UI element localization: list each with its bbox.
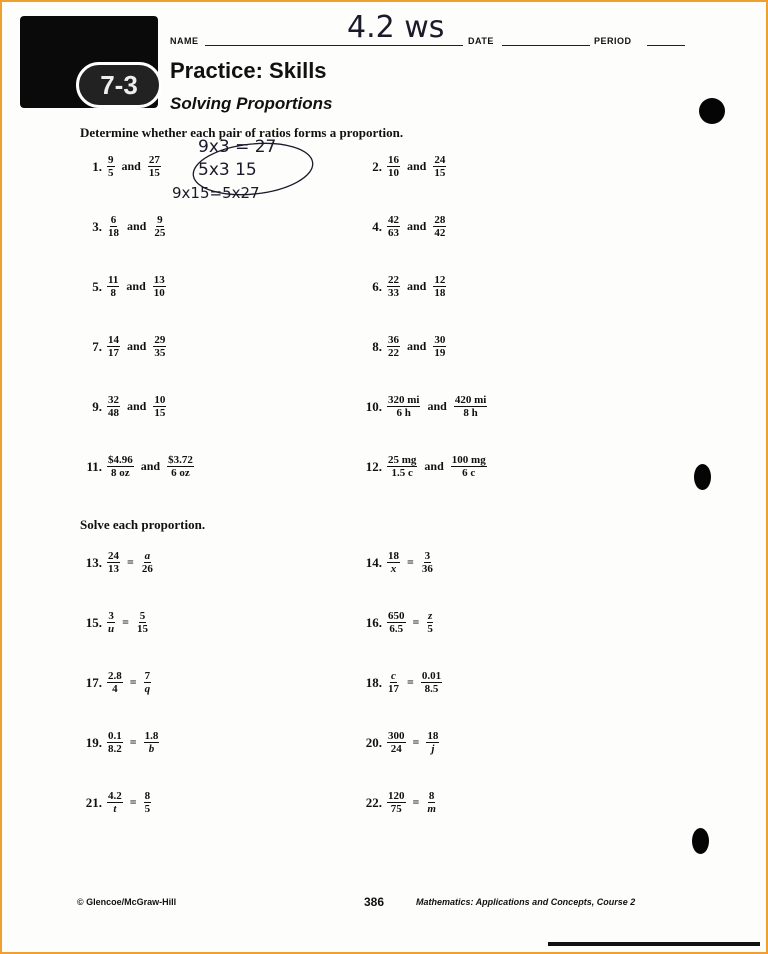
numerator: 29 (154, 334, 166, 346)
fraction-right (426, 790, 437, 815)
fraction-left (387, 334, 400, 359)
denominator: 18 (108, 227, 119, 239)
fraction-left (107, 154, 115, 179)
problem-number: 10. (365, 398, 382, 414)
lesson-number: 7-3 (76, 62, 162, 108)
problem-number: 5. (92, 278, 102, 294)
numerator: 120 (388, 790, 405, 802)
denominator: 13 (108, 563, 119, 575)
denominator: 8 oz (111, 467, 130, 479)
numerator: 27 (148, 154, 160, 166)
numerator: $4.96 (108, 454, 133, 466)
problem-number: 21. (85, 794, 102, 810)
joiner: and (121, 159, 141, 173)
fraction-left (387, 454, 417, 479)
numerator: 28 (434, 214, 446, 226)
numerator: z (427, 610, 433, 622)
fraction-left (387, 550, 400, 575)
fraction-left (387, 670, 400, 695)
footer-copyright: © Glencoe/McGraw-Hill (77, 897, 177, 907)
denominator: j (431, 743, 435, 755)
denominator: u (108, 623, 115, 635)
fraction-right (167, 454, 194, 479)
numerator: 25 mg (388, 454, 417, 466)
problem-20 (360, 730, 439, 755)
denominator: 15 (434, 167, 446, 179)
numerator: 4.2 (108, 790, 122, 802)
joiner: = (407, 555, 414, 569)
denominator: 6 oz (171, 467, 190, 479)
problem-22 (360, 790, 437, 815)
fraction-left (107, 730, 123, 755)
problem-15 (80, 610, 149, 635)
problem-4 (360, 214, 446, 239)
fraction-left (387, 154, 400, 179)
fraction-left (387, 730, 406, 755)
name-label: NAME (170, 36, 199, 46)
fraction-left (387, 274, 400, 299)
fraction-left (107, 454, 134, 479)
problem-6 (360, 274, 446, 299)
numerator: 9 (157, 214, 163, 226)
problem-2 (360, 154, 446, 179)
denominator: 8 (110, 287, 116, 299)
page-subtitle: Solving Proportions (170, 94, 333, 113)
numerator: 2.8 (108, 670, 122, 682)
denominator: 5 (108, 167, 114, 179)
joiner: and (407, 219, 427, 233)
denominator: 18 (434, 287, 446, 299)
numerator: 3 (424, 550, 431, 562)
name-handwriting: 4.2 ws (347, 10, 445, 45)
fraction-right (144, 790, 152, 815)
numerator: 14 (108, 334, 119, 346)
denominator: 6 h (396, 407, 411, 419)
problem-number: 19. (85, 734, 102, 750)
denominator: 63 (388, 227, 399, 239)
fraction-right (153, 394, 166, 419)
joiner: and (427, 399, 447, 413)
numerator: c (391, 670, 396, 682)
fraction-right (141, 550, 154, 575)
problem-number: 17. (85, 674, 102, 690)
denominator: 42 (434, 227, 446, 239)
date-line (502, 45, 590, 46)
fraction-left (387, 214, 400, 239)
fraction-left (107, 790, 123, 815)
numerator: 24 (434, 154, 446, 166)
problem-21 (80, 790, 151, 815)
problem-number: 6. (372, 278, 382, 294)
handwriting-line-2: 5x3 15 (198, 160, 257, 180)
fraction-right (451, 454, 487, 479)
date-label: DATE (468, 36, 494, 46)
numerator: 30 (434, 334, 446, 346)
numerator: 0.01 (421, 670, 442, 682)
denominator: 6.5 (389, 623, 404, 635)
denominator: m (427, 803, 436, 815)
fraction-left (107, 394, 120, 419)
problem-number: 20. (365, 734, 382, 750)
fraction-right (454, 394, 487, 419)
denominator: 5 (427, 623, 433, 635)
denominator: 15 (136, 623, 148, 635)
joiner: = (412, 795, 420, 809)
fraction-left (387, 790, 406, 815)
fraction-left (387, 394, 420, 419)
problem-number: 4. (372, 218, 382, 234)
section2-instruction: Solve each proportion. (80, 517, 206, 532)
fraction-left (107, 610, 115, 635)
problem-10 (360, 394, 487, 419)
numerator: 300 (388, 730, 405, 742)
fraction-left (107, 214, 120, 239)
fraction-right (433, 334, 446, 359)
numerator: 12 (434, 274, 446, 286)
fraction-right (148, 154, 161, 179)
numerator: 13 (153, 274, 165, 286)
fraction-right (153, 274, 166, 299)
problem-19 (80, 730, 159, 755)
joiner: and (127, 219, 147, 233)
numerator: 8 (144, 790, 151, 802)
fraction-right (144, 730, 160, 755)
problem-number: 11. (86, 458, 102, 474)
joiner: and (127, 399, 147, 413)
denominator: 17 (388, 683, 399, 695)
numerator: 420 mi (454, 394, 487, 406)
denominator: 6 c (462, 467, 476, 479)
problem-number: 8. (372, 338, 382, 354)
fraction-left (107, 274, 119, 299)
denominator: 1.5 c (391, 467, 413, 479)
problem-1 (80, 154, 161, 179)
numerator: 100 mg (451, 454, 486, 466)
denominator: 10 (388, 167, 399, 179)
problem-number: 14. (365, 554, 382, 570)
problem-9 (80, 394, 166, 419)
problem-16 (360, 610, 434, 635)
bottom-rule (548, 942, 760, 946)
joiner: and (140, 459, 161, 473)
numerator: 7 (144, 670, 151, 682)
numerator: 5 (139, 610, 146, 622)
numerator: 24 (108, 550, 119, 562)
handwriting-circle (188, 138, 318, 200)
denominator: 8 h (463, 407, 478, 419)
joiner: = (122, 615, 129, 629)
problem-17 (80, 670, 151, 695)
problem-13 (80, 550, 154, 575)
fraction-right (421, 670, 442, 695)
period-line (647, 45, 685, 46)
numerator: 18 (427, 730, 439, 742)
fraction-right (153, 334, 166, 359)
denominator: 8.5 (424, 683, 439, 695)
fraction-left (107, 334, 120, 359)
binder-hole-top (699, 98, 725, 124)
problem-14 (360, 550, 434, 575)
numerator: 1.8 (144, 730, 159, 742)
problem-number: 16. (365, 614, 382, 630)
denominator: 24 (390, 743, 402, 755)
denominator: 22 (388, 347, 399, 359)
numerator: 11 (108, 274, 119, 286)
joiner: = (129, 675, 137, 689)
fraction-right (144, 670, 152, 695)
binder-hole-middle (694, 464, 711, 490)
denominator: 8.2 (108, 743, 122, 755)
problem-number: 12. (365, 458, 382, 474)
problem-3 (80, 214, 166, 239)
fraction-right (421, 550, 434, 575)
denominator: 15 (154, 407, 166, 419)
joiner: = (407, 675, 414, 689)
fraction-right (433, 154, 446, 179)
joiner: = (127, 555, 134, 569)
problem-number: 15. (85, 614, 102, 630)
numerator: 8 (428, 790, 435, 802)
problem-11 (80, 454, 194, 479)
fraction-right (153, 214, 166, 239)
fraction-right (433, 214, 446, 239)
denominator: 33 (388, 287, 399, 299)
denominator: 36 (421, 563, 433, 575)
numerator: 22 (388, 274, 399, 286)
fraction-left (107, 550, 120, 575)
fraction-right (433, 274, 446, 299)
handwriting-line-1: 9x3 = 27 (198, 137, 277, 157)
page-title: Practice: Skills (170, 58, 327, 83)
numerator: a (144, 550, 151, 562)
problem-number: 18. (365, 674, 382, 690)
numerator: 16 (388, 154, 399, 166)
binder-hole-bottom (692, 828, 709, 854)
numerator: 0.1 (108, 730, 122, 742)
problem-8 (360, 334, 446, 359)
fraction-right (426, 610, 434, 635)
joiner: = (412, 735, 420, 749)
joiner: = (129, 795, 137, 809)
numerator: 650 (388, 610, 405, 622)
joiner: = (412, 615, 420, 629)
numerator: 18 (388, 550, 399, 562)
lesson-badge (20, 16, 158, 108)
denominator: 19 (434, 347, 446, 359)
denominator: 5 (144, 803, 151, 815)
denominator: 25 (154, 227, 166, 239)
numerator: 6 (110, 214, 117, 226)
problem-number: 2. (372, 158, 382, 174)
section1-instruction: Determine whether each pair of ratios forms a proportion. (80, 125, 404, 140)
problem-5 (80, 274, 166, 299)
footer-page-number: 386 (364, 895, 385, 909)
problem-12 (360, 454, 487, 479)
numerator: 320 mi (388, 394, 420, 406)
denominator: 15 (148, 167, 160, 179)
fraction-right (426, 730, 439, 755)
problem-number: 22. (365, 794, 382, 810)
handwriting-line-3: 9x15=5x27 (172, 184, 260, 202)
fraction-left (107, 670, 123, 695)
problem-number: 13. (85, 554, 102, 570)
joiner: and (127, 339, 147, 353)
joiner: and (424, 459, 444, 473)
denominator: 35 (154, 347, 166, 359)
numerator: 32 (108, 394, 119, 406)
numerator: 3 (108, 610, 114, 622)
joiner: and (407, 159, 427, 173)
denominator: 4 (112, 683, 118, 695)
joiner: = (129, 735, 137, 749)
denominator: 75 (390, 803, 402, 815)
denominator: 17 (108, 347, 119, 359)
fraction-right (136, 610, 149, 635)
problem-number: 7. (92, 338, 102, 354)
name-line (205, 45, 463, 46)
numerator: 42 (388, 214, 399, 226)
joiner: and (407, 279, 427, 293)
denominator: 48 (108, 407, 119, 419)
problem-7 (80, 334, 166, 359)
problem-number: 1. (92, 158, 102, 174)
denominator: q (144, 683, 151, 695)
problem-number: 9. (92, 398, 102, 414)
numerator: 9 (108, 154, 114, 166)
denominator: 26 (141, 563, 153, 575)
footer-book-title: Mathematics: Applications and Concepts, Course 2 (416, 897, 636, 907)
numerator: $3.72 (168, 454, 193, 466)
joiner: and (126, 279, 146, 293)
denominator: 10 (153, 287, 165, 299)
numerator: 10 (154, 394, 166, 406)
fraction-left (387, 610, 406, 635)
denominator: b (148, 743, 155, 755)
denominator: x (390, 563, 397, 575)
period-label: PERIOD (594, 36, 632, 46)
denominator: t (113, 803, 117, 815)
problem-number: 3. (92, 218, 102, 234)
numerator: 36 (388, 334, 399, 346)
problem-18 (360, 670, 442, 695)
joiner: and (407, 339, 427, 353)
